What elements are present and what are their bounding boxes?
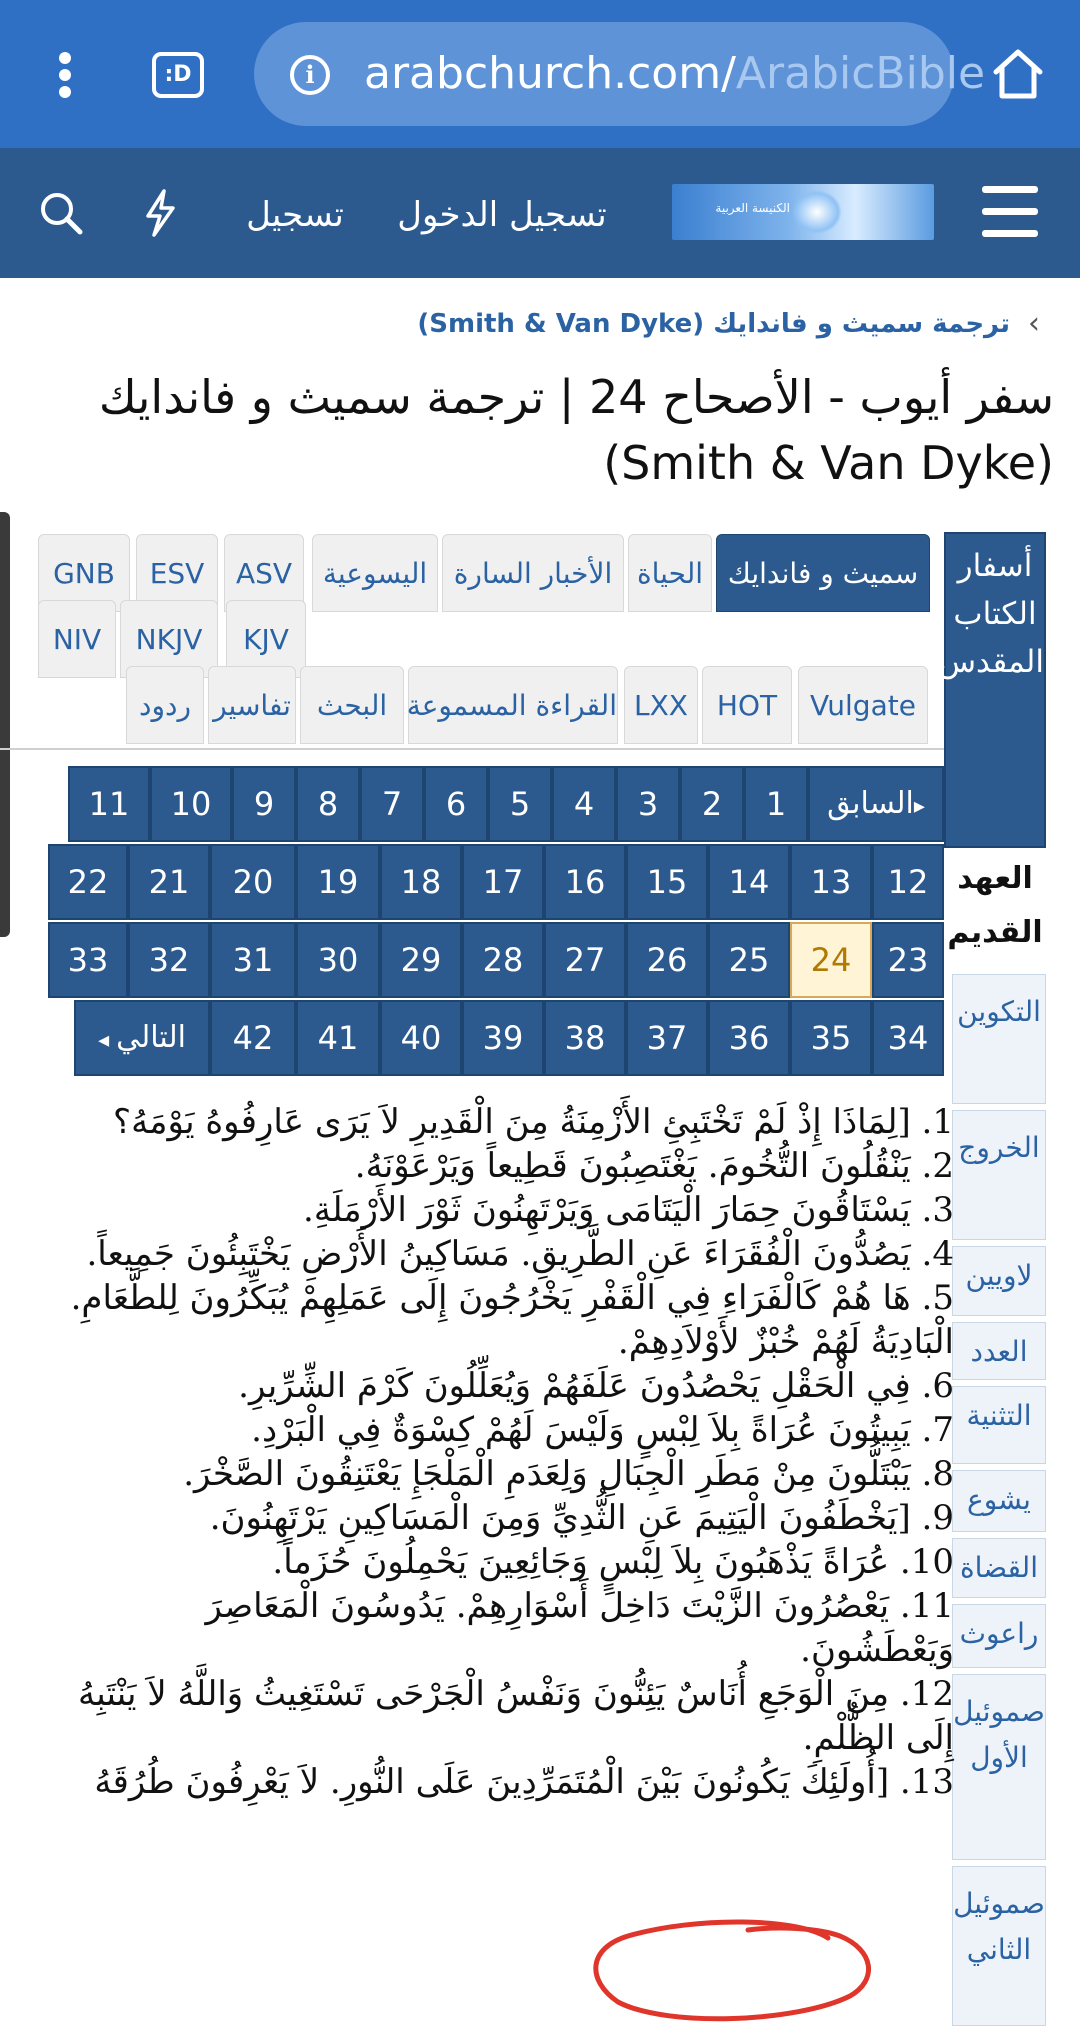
chapter-link[interactable]: 16 [544, 844, 626, 920]
breadcrumb[interactable]: ترجمة سميث و فاندايك (Smith & Van Dyke) [417, 309, 1010, 339]
chapter-link[interactable]: 15 [626, 844, 708, 920]
login-link[interactable]: تسجيل الدخول [397, 195, 607, 235]
chapter-link[interactable]: 9 [232, 766, 296, 842]
translation-tab[interactable]: تفاسير [208, 666, 296, 744]
chapter-link[interactable]: 38 [544, 1000, 626, 1076]
scroll-handle[interactable] [0, 512, 10, 937]
sidebar-book-item[interactable]: العدد [952, 1322, 1046, 1380]
chapter-link[interactable]: 28 [462, 922, 544, 998]
translation-tab[interactable]: LXX [624, 666, 698, 744]
verse-text: 2. يَنْقُلُونَ التُّخُومَ. يَغْتَصِبُونَ قَطِيعاً وَيَرْعَوْنَهُ. [354, 1146, 954, 1186]
chapter-link[interactable]: 10 [150, 766, 232, 842]
chapter-link[interactable]: 23 [872, 922, 944, 998]
chapter-link[interactable]: 12 [872, 844, 944, 920]
sidebar-book-item[interactable]: القضاة [952, 1538, 1046, 1598]
menu-icon[interactable] [982, 186, 1038, 238]
chapter-link[interactable]: 6 [424, 766, 488, 842]
chapter-link[interactable]: 39 [462, 1000, 544, 1076]
verse-text: 8. يَبْتَلُّونَ مِنْ مَطَرِ الْجِبَالِ وَلِعَدَمِ الْمَلْجَإِ يَعْتَنِقُونَ الصَّخْرَ. [183, 1454, 954, 1494]
verse-text: 1. [لِمَاذَا إِذْ لَمْ تَخْتَبِئِ الأَزْمِنَةُ مِنَ الْقَدِيرِ لاَ يَرَى عَارِفُوهُ يَوْمَهُ؟ [113, 1102, 954, 1142]
sidebar-book-item[interactable]: يشوع [952, 1470, 1046, 1532]
translation-tab[interactable]: سميث و فاندايك [716, 534, 930, 612]
logo-text: الكنيسة العربية [715, 201, 790, 215]
lightning-icon[interactable] [140, 188, 180, 238]
chapter-link[interactable]: 22 [48, 844, 128, 920]
verse-text: 3. يَسْتَاقُونَ حِمَارَ الْيَتَامَى وَيَرْتَهِنُونَ ثَوْرَ الأَرْمَلَةِ. [303, 1190, 954, 1230]
url-text[interactable] [364, 44, 986, 104]
chapter-link[interactable]: 29 [380, 922, 462, 998]
chapter-link[interactable]: 30 [296, 922, 380, 998]
translation-tab[interactable]: ردود [126, 666, 204, 744]
chapter-link[interactable]: 18 [380, 844, 462, 920]
verse-text: 11. يَعْصُرُونَ الزَّيْتَ دَاخِلَ أَسْوَارِهِمْ. يَدُوسُونَ الْمَعَاصِرَ وَيَعْطَشُونَ. [205, 1586, 954, 1670]
sidebar-book-item[interactable]: التثنية [952, 1386, 1046, 1464]
chapter-link[interactable]: 34 [872, 1000, 944, 1076]
chapter-link[interactable]: 17 [462, 844, 544, 920]
verse-list [54, 1100, 954, 1804]
next-arrow-icon: ◂ [98, 1028, 117, 1053]
translation-tab[interactable]: GNB [38, 534, 130, 612]
more-options-icon[interactable] [50, 52, 80, 98]
sidebar-book-item[interactable]: لاويين [952, 1246, 1046, 1316]
chapter-link[interactable]: 1 [744, 766, 808, 842]
sidebar-book-item[interactable]: صموئيل الأول [952, 1674, 1046, 1860]
chapter-link[interactable]: 42 [210, 1000, 296, 1076]
sidebar-book-item[interactable]: صموئيل الثاني [952, 1866, 1046, 2026]
translation-tab[interactable]: اليسوعية [312, 534, 438, 612]
page-title: سفر أيوب - الأصحاح 24 | ترجمة سميث و فاندايك (Smith & Van Dyke) [98, 370, 1054, 490]
chapter-link[interactable]: 2 [680, 766, 744, 842]
chapter-link[interactable]: 27 [544, 922, 626, 998]
translation-tab[interactable]: الأخبار السارة [442, 534, 624, 612]
sidebar-book-item[interactable]: راعوث [952, 1604, 1046, 1668]
site-info-icon[interactable]: i [290, 55, 330, 95]
chapter-link[interactable]: 36 [708, 1000, 790, 1076]
chapter-link[interactable]: 4 [552, 766, 616, 842]
translation-tab[interactable]: القراءة المسموعة [408, 666, 618, 744]
chapter-link[interactable]: 11 [68, 766, 150, 842]
prev-chapter-button[interactable] [808, 766, 944, 842]
translation-tab[interactable]: Vulgate [798, 666, 928, 744]
chapter-link[interactable]: 31 [210, 922, 296, 998]
url-path: ArabicBible [735, 48, 986, 99]
chapter-link[interactable]: 26 [626, 922, 708, 998]
translation-tab[interactable]: KJV [226, 600, 306, 678]
sidebar-book-item[interactable]: التكوين [952, 974, 1046, 1104]
sidebar-heading: أسفار الكتاب المقدس [944, 532, 1046, 848]
translation-tab[interactable]: NKJV [120, 600, 218, 678]
translation-tab[interactable]: ASV [224, 534, 304, 612]
chapter-link[interactable]: 40 [380, 1000, 462, 1076]
chapter-link[interactable]: 33 [48, 922, 128, 998]
next-label: التالي [116, 1020, 186, 1055]
chapter-link[interactable]: 21 [128, 844, 210, 920]
red-annotation-circle [578, 1910, 878, 2030]
tab-switcher-icon[interactable]: :D [152, 52, 204, 98]
sidebar-section-old-testament: العهد القديم [944, 852, 1046, 966]
translation-tab[interactable]: NIV [38, 600, 116, 678]
translation-tab[interactable]: HOT [702, 666, 792, 744]
chapter-link[interactable]: 20 [210, 844, 296, 920]
chapter-link[interactable]: 5 [488, 766, 552, 842]
breadcrumb-chevron-icon: ‹ [1028, 306, 1040, 341]
verse-text: 7. يَبِيتُونَ عُرَاةً بِلاَ لِبْسٍ وَلَيْسَ لَهُمْ كِسْوَةٌ فِي الْبَرْدِ. [251, 1410, 954, 1450]
chapter-link[interactable]: 7 [360, 766, 424, 842]
chapter-link[interactable]: 32 [128, 922, 210, 998]
url-host: arabchurch.com/ [364, 48, 736, 99]
tabs-divider [0, 748, 944, 750]
verse-text: 13. [أُولَئِكَ يَكُونُونَ بَيْنَ الْمُتَمَرِّدِينَ عَلَى النُّورِ. لاَ يَعْرِفُونَ طُرُقَهُ [94, 1762, 954, 1802]
register-link[interactable]: تسجيل [246, 195, 344, 235]
search-icon[interactable] [38, 190, 84, 236]
chapter-link[interactable]: 14 [708, 844, 790, 920]
translation-tab[interactable]: البحث [300, 666, 404, 744]
chapter-link[interactable]: 25 [708, 922, 790, 998]
chapter-link[interactable]: 3 [616, 766, 680, 842]
sidebar-book-item[interactable]: الخروج [952, 1110, 1046, 1240]
chapter-link[interactable]: 19 [296, 844, 380, 920]
verse-text: 6. فِي الْحَقْلِ يَحْصُدُونَ عَلَفَهُمْ وَيُعَلِّلُونَ كَرْمَ الشِّرِّيرِ. [238, 1366, 954, 1406]
verse-text: 12. مِنَ الْوَجَعِ أُنَاسٌ يَئِنُّونَ وَنَفْسُ الْجَرْحَى تَسْتَغِيثُ وَاللَّهُ لاَ يَنْتَبِهُ إِلَى الظُّلْمِ. [78, 1674, 954, 1758]
chapter-link[interactable]: 35 [790, 1000, 872, 1076]
verse-text: 4. يَصُدُّونَ الْفُقَرَاءَ عَنِ الطَّرِيقِ. مَسَاكِينُ الأَرْضِ يَخْتَبِئُونَ جَمِيعاً. [86, 1234, 954, 1274]
chapter-link[interactable]: 37 [626, 1000, 708, 1076]
verse-text: 9. [يَخْطَفُونَ الْيَتِيمَ عَنِ الثُّدِيِّ وَمِنَ الْمَسَاكِينِ يَرْتَهِنُونَ. [209, 1498, 954, 1538]
chapter-link[interactable]: 13 [790, 844, 872, 920]
chapter-link[interactable]: 8 [296, 766, 360, 842]
translation-tab[interactable]: ESV [136, 534, 218, 612]
translation-tab[interactable]: الحياة [628, 534, 712, 612]
next-chapter-button[interactable] [74, 1000, 210, 1076]
verse-text: 10. عُرَاةً يَذْهَبُونَ بِلاَ لِبْسٍ وَجَائِعِينَ يَحْمِلُونَ حُزَماً. [272, 1542, 954, 1582]
chapter-link[interactable]: 41 [296, 1000, 380, 1076]
verse-text: 5. هَا هُمْ كَالْفَرَاءِ فِي الْقَفْرِ يَخْرُجُونَ إِلَى عَمَلِهِمْ يُبَكِّرُونَ لِلطَّعَامِ. الْبَادِيَةُ لَهُمْ خُبْزٌ لأَوْلاَدِهِمْ. [70, 1278, 954, 1362]
prev-arrow-icon: ▸ [913, 794, 925, 819]
site-logo[interactable] [672, 184, 934, 240]
current-chapter[interactable]: 24 [790, 922, 872, 998]
prev-label: السابق [827, 786, 914, 821]
home-icon[interactable] [990, 46, 1046, 102]
